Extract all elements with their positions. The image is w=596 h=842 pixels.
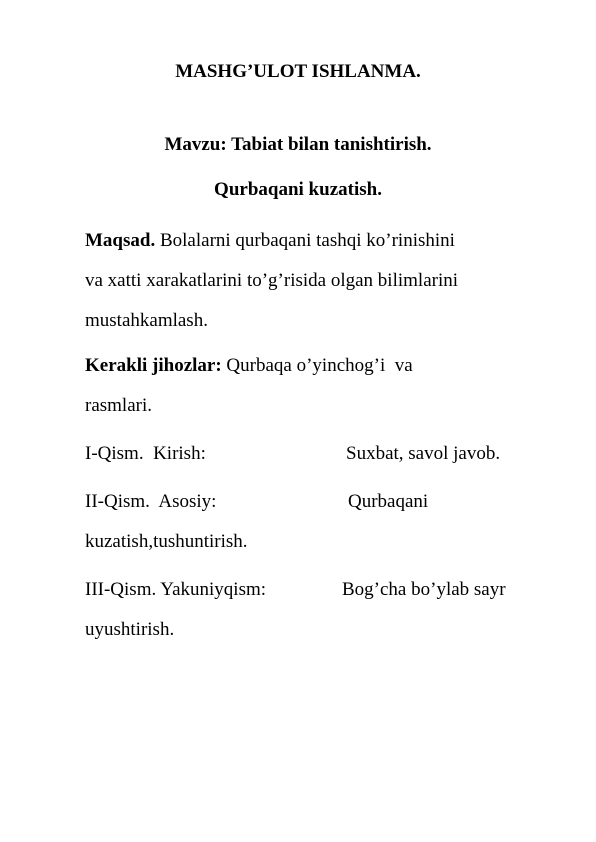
goal-line-1 (85, 229, 455, 253)
part-2-activity: Qurbaqani (348, 491, 429, 512)
part-2-name: II-Qism. Asosiy: (85, 491, 217, 512)
part-1-name: I-Qism. Kirish: (85, 443, 206, 464)
document-title: MASHG’ULOT ISHLANMA. (175, 61, 421, 82)
equipment-line-1 (85, 354, 413, 378)
part-1-activity: Suxbat, savol javob. (346, 443, 501, 464)
lesson-subtopic: Qurbaqani kuzatish. (214, 179, 382, 200)
equipment-label: Kerakli jihozlar: (85, 355, 222, 376)
goal-line-3: mustahkamlash. (85, 310, 208, 331)
equipment-line-2: rasmlari. (85, 395, 153, 416)
part-3-name: III-Qism. Yakuniyqism: (85, 579, 267, 600)
goal-text-1: Bolalarni qurbaqani tashqi ko’rinishini (155, 230, 455, 251)
goal-label: Maqsad. (85, 230, 156, 251)
lesson-topic: Mavzu: Tabiat bilan tanishtirish. (164, 134, 432, 155)
equipment-text-1: Qurbaqa o’yinchog’i va (221, 355, 413, 376)
part-3-activity: Bog’cha bo’ylab sayr (342, 579, 506, 600)
part-2-continuation: kuzatish,tushuntirish. (85, 531, 248, 552)
part-3-continuation: uyushtirish. (85, 619, 175, 640)
goal-line-2: va xatti xarakatlarini to’g’risida olgan bilimlarini (85, 270, 459, 291)
